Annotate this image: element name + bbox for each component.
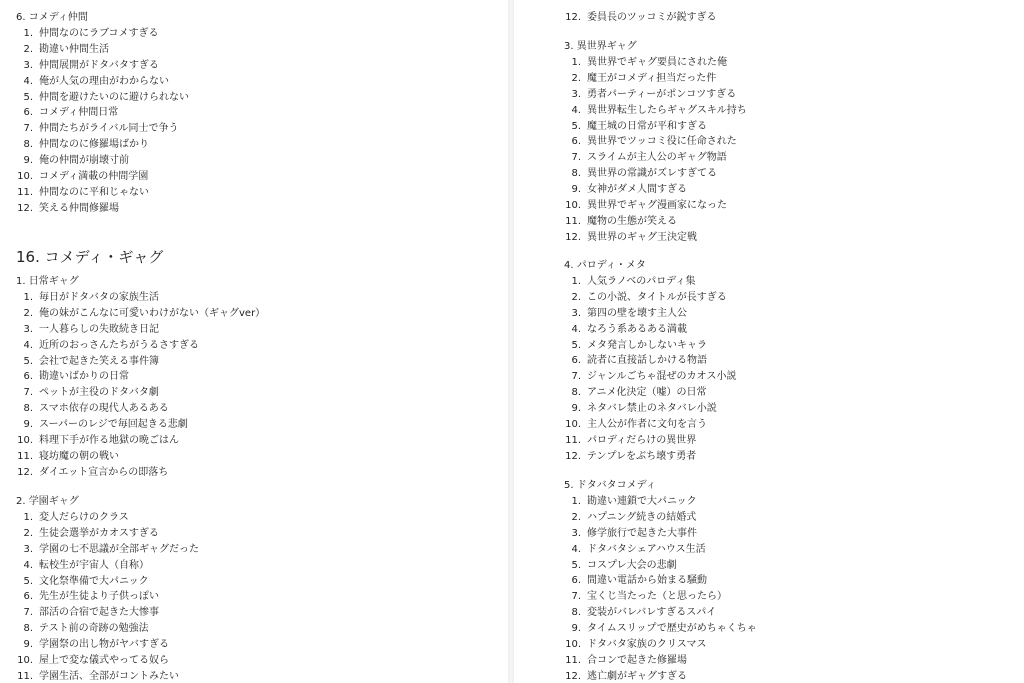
list-item: 6. 勘違いばかりの日常 xyxy=(23,371,129,383)
list-item: 6. 読者に直接話しかける物語 xyxy=(571,355,707,367)
list-item: 5. メタ発言しかしないキャラ xyxy=(571,339,707,351)
list-item: 11. 学園生活、全部がコントみたい xyxy=(17,670,179,682)
list-parody-meta xyxy=(564,274,736,465)
list-item: 10. 主人公が作者に文句を言う xyxy=(565,419,707,431)
list-item: 5. コスプレ大会の悲劇 xyxy=(571,559,677,571)
list-daily-gag xyxy=(16,290,265,481)
list-item: 1. 異世界でギャグ要員にされた俺 xyxy=(571,57,727,68)
list-item: 8. スマホ依存の現代人あるある xyxy=(23,403,169,415)
list-item: 4. なろう系あるある満載 xyxy=(571,323,687,335)
list-item: 12. テンプレをぶち壊す勇者 xyxy=(565,450,697,462)
group-title-slapstick: 5. ドタバタコメディ xyxy=(564,480,656,491)
list-isekai-gag xyxy=(564,55,747,246)
chapter-title: 16. コメディ・ギャグ xyxy=(16,248,164,266)
list-school-gag xyxy=(16,510,199,683)
list-item: 8. 仲間なのに修羅場ばかり xyxy=(23,139,149,151)
list-slapstick xyxy=(564,494,757,683)
list-item: 12. 異世界のギャグ王決定戦 xyxy=(565,231,697,243)
list-item: 2. この小説、タイトルが長すぎる xyxy=(571,291,727,303)
list-item: 1. 変人だらけのクラス xyxy=(23,512,129,523)
list-item: 4. 近所のおっさんたちがうるさすぎる xyxy=(23,339,199,351)
list-item: 10. 異世界でギャグ漫画家になった xyxy=(565,200,727,212)
list-item: 2. ハプニング続きの結婚式 xyxy=(571,511,697,523)
list-item: 12. ダイエット宣言からの即落ち xyxy=(17,466,169,478)
list-item: 9. 女神がダメ人間すぎる xyxy=(571,184,687,196)
list-item: 1. 毎日がドタバタの家族生活 xyxy=(23,292,159,303)
list-item: 8. 異世界の常識がズレすぎてる xyxy=(571,168,717,180)
list-item: 7. ジャンルごちゃ混ぜのカオス小説 xyxy=(571,371,737,383)
list-item: 11. 寝坊魔の朝の戦い xyxy=(17,450,119,462)
list-item: 11. 魔物の生態が笑える xyxy=(565,215,677,227)
list-comedy-friends xyxy=(16,26,189,217)
group-title-comedy-friends: 6. コメディ仲間 xyxy=(16,12,88,23)
list-item: 9. 俺の仲間が崩壊寸前 xyxy=(23,155,129,167)
list-item: 7. スライムが主人公のギャグ物語 xyxy=(571,152,727,164)
list-item: 12. 逃亡劇がギャグすぎる xyxy=(565,670,687,682)
list-item: 11. 合コンで起きた修羅場 xyxy=(565,654,687,666)
list-item: 3. 勇者パーティーがポンコツすぎる xyxy=(571,88,737,100)
right-page xyxy=(514,0,1024,683)
list-item: 1. 勘違い連鎖で大パニック xyxy=(571,496,697,507)
list-item: 10. 料理下手が作る地獄の晩ごはん xyxy=(17,435,179,447)
list-item: 4. 俺が人気の理由がわからない xyxy=(23,75,169,87)
list-item: 6. 間違い電話から始まる騒動 xyxy=(571,575,707,587)
left-page xyxy=(0,0,508,683)
list-item: 3. 仲間展開がドタバタすぎる xyxy=(23,59,159,71)
list-continued xyxy=(564,10,717,26)
list-item: 7. 仲間たちがライバル同士で争う xyxy=(23,123,179,135)
list-item: 3. 一人暮らしの失敗続き日記 xyxy=(23,323,159,335)
list-item: 3. 学園の七不思議が全部ギャグだった xyxy=(23,543,199,555)
list-item: 12. 委員長のツッコミが鋭すぎる xyxy=(565,12,717,23)
list-item: 11. 仲間なのに平和じゃない xyxy=(17,186,149,198)
list-item: 3. 第四の壁を壊す主人公 xyxy=(571,307,687,319)
list-item: 7. 部活の合宿で起きた大惨事 xyxy=(23,607,159,619)
list-item: 11. パロディだらけの異世界 xyxy=(565,434,697,446)
list-item: 10. ドタバタ家族のクリスマス xyxy=(565,639,707,651)
list-item: 8. テスト前の奇跡の勉強法 xyxy=(23,623,149,635)
group-title-school-gag: 2. 学園ギャグ xyxy=(16,496,79,507)
list-item: 4. 転校生が宇宙人（自称） xyxy=(23,559,149,571)
list-item: 12. 笑える仲間修羅場 xyxy=(17,202,119,214)
group-title-isekai-gag: 3. 異世界ギャグ xyxy=(564,41,637,52)
list-item: 5. 仲間を避けたいのに避けられない xyxy=(23,91,189,103)
list-item: 7. 宝くじ当たった（と思ったら） xyxy=(571,591,727,603)
list-item: 2. 俺の妹がこんなに可愛いわけがない（ギャグver） xyxy=(23,307,266,319)
list-item: 2. 勘違い仲間生活 xyxy=(23,43,109,55)
group-title-parody-meta: 4. パロディ・メタ xyxy=(564,260,646,271)
list-item: 7. ペットが主役のドタバタ劇 xyxy=(23,387,159,399)
list-item: 9. 学園祭の出し物がヤバすぎる xyxy=(23,639,169,651)
list-item: 5. 文化祭準備で大パニック xyxy=(23,575,149,587)
list-item: 6. 異世界でツッコミ役に任命された xyxy=(571,136,737,148)
list-item: 10. コメディ満載の仲間学園 xyxy=(17,171,149,183)
list-item: 10. 屋上で変な儀式やってる奴ら xyxy=(17,655,169,667)
list-item: 8. 変装がバレバレすぎるスパイ xyxy=(571,607,717,619)
list-item: 4. ドタバタシェアハウス生活 xyxy=(571,543,706,555)
list-item: 6. 先生が生徒より子供っぽい xyxy=(23,591,159,603)
list-item: 8. アニメ化決定（嘘）の日常 xyxy=(571,387,707,399)
list-item: 5. 会社で起きた笑える事件簿 xyxy=(23,355,159,367)
list-item: 2. 魔王がコメディ担当だった件 xyxy=(571,72,717,84)
list-item: 2. 生徒会選挙がカオスすぎる xyxy=(23,527,159,539)
list-item: 9. タイムスリップで歴史がめちゃくちゃ xyxy=(571,623,757,635)
list-item: 5. 魔王城の日常が平和すぎる xyxy=(571,120,707,132)
list-item: 6. コメディ仲間日常 xyxy=(23,107,119,119)
list-item: 9. ネタバレ禁止のネタバレ小説 xyxy=(571,403,717,415)
list-item: 9. スーパーのレジで毎回起きる悲劇 xyxy=(23,419,188,431)
group-title-daily-gag: 1. 日常ギャグ xyxy=(16,276,79,287)
list-item: 3. 修学旅行で起きた大事件 xyxy=(571,527,697,539)
list-item: 4. 異世界転生したらギャグスキル持ち xyxy=(571,104,747,116)
list-item: 1. 人気ラノベのパロディ集 xyxy=(571,276,696,287)
list-item: 1. 仲間なのにラブコメすぎる xyxy=(23,28,159,39)
